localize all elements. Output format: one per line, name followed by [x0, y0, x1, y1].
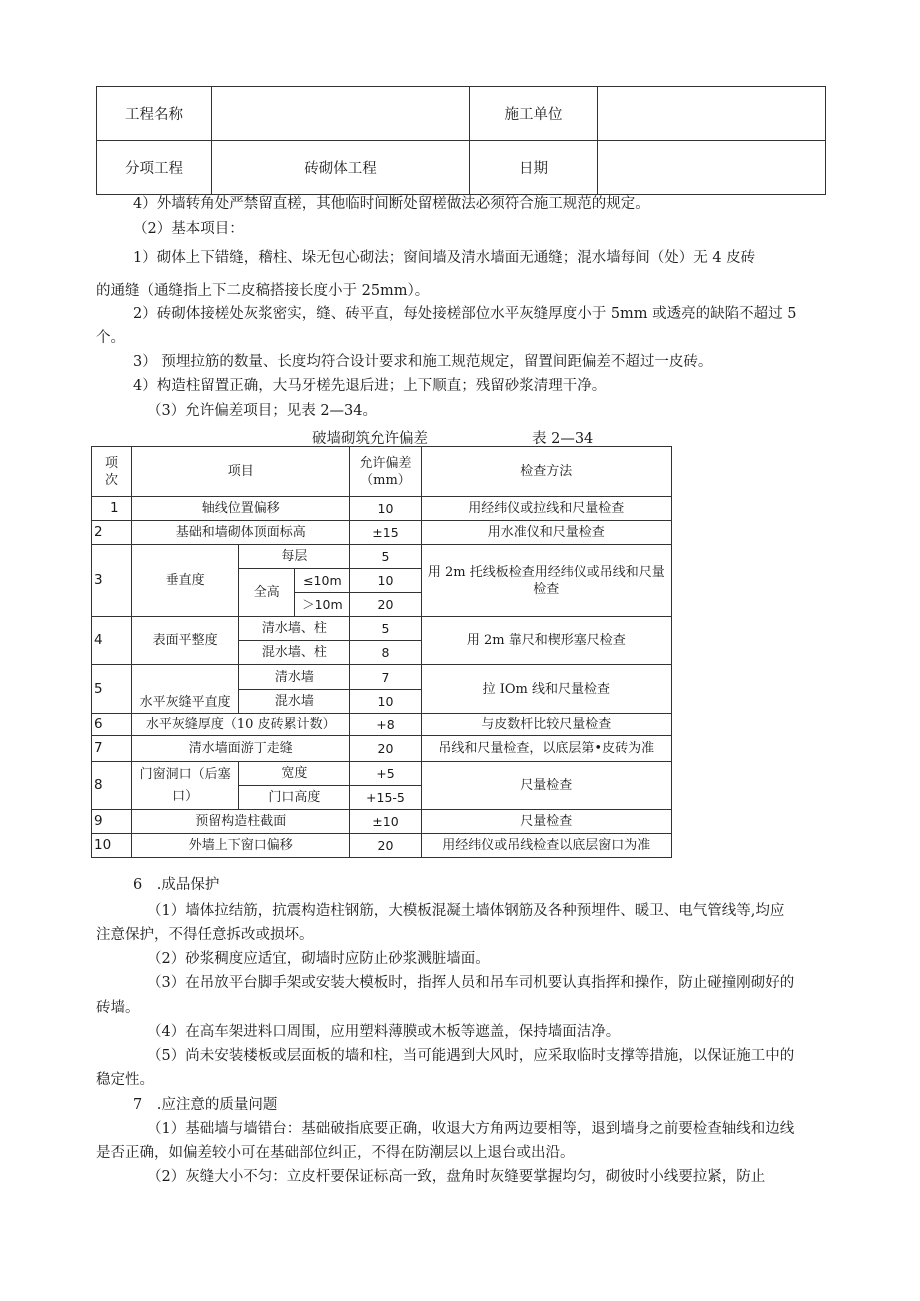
row-item: 外墙上下窗口偏移: [132, 834, 350, 858]
row-subitem: 清水墙、柱: [239, 617, 350, 641]
paragraph: （2）砂浆稠度应适宜，砌墙时应防止砂浆溅脏墙面。: [147, 951, 490, 967]
row-method: 拉 IOm 线和尺量检查: [421, 665, 671, 714]
paragraph: （3）在吊放平台脚手架或安装大模板时，指挥人员和吊车司机要认真指挥和操作，防止碰撞刚砌好的: [147, 975, 795, 991]
row-item: 轴线位置偏移: [132, 497, 350, 521]
header-tolerance-unit: （mm）: [360, 472, 411, 488]
row-no: 1: [92, 497, 132, 521]
project-info-table: [96, 86, 826, 195]
row-method: 尺量检查: [421, 762, 671, 810]
row-value: 5: [350, 545, 421, 569]
row-subitem: 混水墙: [239, 690, 350, 714]
row-value: +15-5: [350, 786, 421, 810]
paragraph: 3） 预埋拉筋的数量、长度均符合设计要求和施工规范规定，留置间距偏差不超过一皮砖。: [133, 354, 713, 370]
row-method: 用水准仪和尺量检查: [421, 521, 671, 545]
row-value: 20: [350, 834, 421, 858]
row-method: 与皮数杆比较尺量检查: [421, 714, 671, 736]
row-value: 8: [350, 641, 421, 665]
row-method: 用经纬仪或吊线检查以底层窗口为准: [421, 834, 671, 858]
paragraph: （2）灰缝大小不匀：立皮杆要保证标高一致，盘角时灰缝要掌握均匀，砌彼时小线要拉紧，防止: [147, 1169, 766, 1185]
row-value: 20: [350, 593, 421, 617]
table-row: [92, 762, 672, 786]
row-no: 7: [92, 736, 132, 762]
paragraph: （1）基础墙与墙错台：基础破指底要正确，收退大方角两边要相等，退到墙身之前要检查轴线和边线: [147, 1121, 795, 1137]
row-value: 10: [350, 569, 421, 593]
row-item: 清水墙面游丁走缝: [132, 736, 350, 762]
date-value: [598, 141, 826, 195]
row-method: 用经纬仪或拉线和尺量检查: [421, 497, 671, 521]
row-no: 9: [92, 810, 132, 834]
row-method: 吊线和尺量检查，以底层第•皮砖为准: [421, 736, 671, 762]
paragraph: 砖墙。: [96, 1000, 140, 1016]
row-value: 20: [350, 736, 421, 762]
table-row: [92, 545, 672, 569]
row-value: 5: [350, 617, 421, 641]
row-no: 4: [92, 617, 132, 665]
row-no: 10: [92, 834, 132, 858]
paragraph: （2）基本项目：: [133, 221, 244, 237]
row-item: 表面平整度: [132, 617, 239, 665]
tolerance-table: [91, 446, 672, 858]
contractor-value: [598, 87, 826, 141]
paragraph: 1）砌体上下错缝，稽柱、垛无包心砌法；窗间墙及清水墙面无通缝；混水墙每间（处）无 4 皮砖: [133, 250, 756, 266]
contractor-label: 施工单位: [470, 87, 598, 141]
paragraph: 个。: [96, 330, 125, 346]
paragraph: 4）外墙转角处严禁留直槎，其他临时间断处留槎做法必须符合施工规范的规定。: [133, 196, 650, 212]
row-no: 3: [92, 545, 132, 617]
row-value: 7: [350, 665, 421, 690]
table-row: [92, 736, 672, 762]
row-method: 用 2m 托线板检查用经纬仪或吊线和尺量检查: [421, 545, 671, 617]
paragraph: 的通缝（通缝指上下二皮稿搭接长度小于 25mm）。: [96, 283, 430, 299]
project-name-label: 工程名称: [97, 87, 212, 141]
paragraph: 2）砖砌体接槎处灰浆密实，缝、砖平直，每处接槎部位水平灰缝厚度小于 5mm 或透亮的缺陷不超过 5: [133, 306, 797, 322]
row-subitem: 清水墙: [239, 665, 350, 690]
table-row: [92, 810, 672, 834]
row-value: +5: [350, 762, 421, 786]
table-row: [92, 617, 672, 641]
row-item: 基础和墙砌体顶面标高: [132, 521, 350, 545]
row-item: 门窗洞口（后塞口）: [132, 762, 239, 810]
subitem-label: 分项工程: [97, 141, 212, 195]
row-value: 10: [350, 497, 421, 521]
table-row: [92, 521, 672, 545]
project-name-value: [212, 87, 470, 141]
table-row: [92, 714, 672, 736]
section-heading: 7 .应注意的质量问题: [133, 1097, 278, 1113]
header-no: 项次: [92, 447, 132, 497]
header-item: 项目: [132, 447, 350, 497]
table-row: [92, 834, 672, 858]
header-method: 检查方法: [421, 447, 671, 497]
date-label: 日期: [470, 141, 598, 195]
table-number: 表 2—34: [532, 431, 594, 447]
row-subitem: 混水墙、柱: [239, 641, 350, 665]
row-subitem: ≤10m: [295, 569, 350, 593]
row-subitem: 全高: [239, 569, 295, 617]
row-value: 10: [350, 690, 421, 714]
paragraph: 稳定性。: [96, 1072, 154, 1088]
row-no: 2: [92, 521, 132, 545]
paragraph: （1）墙体拉结筋，抗震构造柱钢筋，大模板混凝土墙体钢筋及各种预埋件、暖卫、电气管线等,均应: [147, 903, 785, 919]
row-item: 水平灰缝厚度（10 皮砖累计数）: [132, 714, 350, 736]
header-tolerance: [350, 447, 421, 497]
row-item: 水平灰缝平直度: [132, 665, 239, 714]
table-title: 破墙砌筑允许偏差: [312, 431, 428, 447]
row-subitem: 宽度: [239, 762, 350, 786]
row-item: 预留构造柱截面: [132, 810, 350, 834]
row-value: +8: [350, 714, 421, 736]
project-info-row: [97, 141, 826, 195]
table-row: [92, 497, 672, 521]
table-header-row: [92, 447, 672, 497]
paragraph: 是否正确，如偏差较小可在基础部位纠正，不得在防潮层以上退台或出沿。: [96, 1145, 575, 1161]
row-subitem: 每层: [239, 545, 350, 569]
section-heading: 6 .成品保护: [133, 877, 220, 893]
row-method: 尺量检查: [421, 810, 671, 834]
row-no: 6: [92, 714, 132, 736]
row-subitem: ＞10m: [295, 593, 350, 617]
row-method: 用 2m 靠尺和楔形塞尺检查: [421, 617, 671, 665]
row-item: 垂直度: [132, 545, 239, 617]
header-tolerance-label: 允许偏差: [359, 455, 412, 471]
row-subitem: 门口高度: [239, 786, 350, 810]
row-no: 8: [92, 762, 132, 810]
table-row: [92, 665, 672, 690]
paragraph: （3）允许偏差项目；见表 2—34。: [147, 403, 378, 419]
paragraph: 4）构造柱留置正确，大马牙槎先退后进；上下顺直；残留砂浆清理干净。: [133, 378, 607, 394]
paragraph: （5）尚未安装楼板或层面板的墙和柱，当可能遇到大风时，应采取临时支撑等措施，以保证施工中的: [147, 1048, 795, 1064]
row-value: ±10: [350, 810, 421, 834]
paragraph: 注意保护，不得任意拆改或损坏。: [96, 927, 314, 943]
project-info-row: [97, 87, 826, 141]
subitem-value: 砖砌体工程: [212, 141, 470, 195]
row-no: 5: [92, 665, 132, 714]
row-value: ±15: [350, 521, 421, 545]
paragraph: （4）在高车架进料口周围，应用塑料薄膜或木板等遮盖，保持墙面洁净。: [147, 1024, 621, 1040]
